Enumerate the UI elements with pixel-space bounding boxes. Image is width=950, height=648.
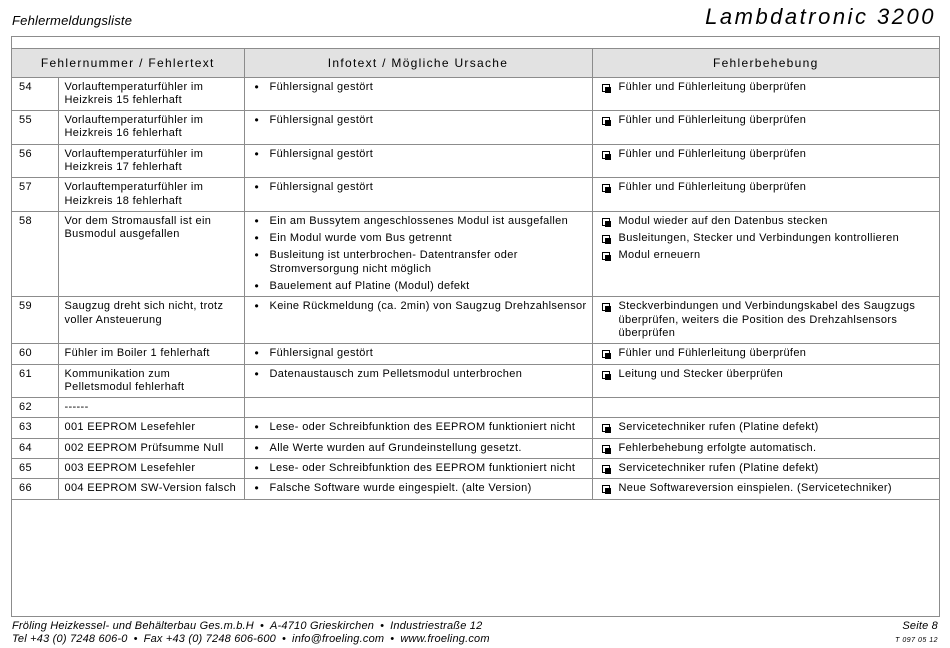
info-cell [244, 418, 592, 438]
remedy-list [599, 421, 936, 434]
error-text: 003 EEPROM Lesefehler [58, 459, 244, 479]
error-number: 64 [12, 438, 58, 458]
error-number: 60 [12, 344, 58, 364]
info-cell [244, 364, 592, 398]
page-header [12, 0, 938, 30]
fix-cell [592, 111, 939, 145]
table-row [12, 111, 939, 145]
fix-cell [592, 297, 939, 344]
footer-item: Tel +43 (0) 7248 606-0 [12, 633, 128, 645]
remedy-item: Leitung und Stecker überprüfen [599, 368, 936, 381]
error-table [12, 49, 939, 500]
footer-item: Fax +43 (0) 7248 606-600 [143, 633, 276, 645]
cause-list [251, 215, 588, 293]
table-row [12, 398, 939, 418]
cause-item: • Keine Rückmeldung (ca. 2min) von Saugzug Drehzahlsensor [251, 300, 588, 313]
cause-item: • Fühlersignal gestört [251, 81, 588, 94]
error-text: Fühler im Boiler 1 fehlerhaft [58, 344, 244, 364]
error-text: 004 EEPROM SW-Version falsch [58, 479, 244, 499]
bullet-separator: • [390, 633, 395, 645]
remedy-item: Modul erneuern [599, 249, 936, 262]
cause-item: • Busleitung ist unterbrochen- Datentransfer oder Stromversorgung nicht möglich [251, 249, 588, 276]
info-cell [244, 344, 592, 364]
fix-cell [592, 438, 939, 458]
cause-list [251, 442, 588, 455]
remedy-item: Servicetechniker rufen (Platine defekt) [599, 421, 936, 434]
cause-item: • Datenaustausch zum Pelletsmodul unterbrochen [251, 368, 588, 381]
remedy-item: Fühler und Fühlerleitung überprüfen [599, 347, 936, 360]
error-text: Vorlauftemperaturfühler im Heizkreis 17 fehlerhaft [58, 144, 244, 178]
cause-item: • Falsche Software wurde eingespielt. (alte Version) [251, 482, 588, 495]
remedy-item: Fühler und Fühlerleitung überprüfen [599, 181, 936, 194]
remedy-item: Servicetechniker rufen (Platine defekt) [599, 462, 936, 475]
cause-list [251, 368, 588, 381]
cause-item: • Lese- oder Schreibfunktion des EEPROM funktioniert nicht [251, 421, 588, 434]
cause-item: • Fühlersignal gestört [251, 181, 588, 194]
cause-item: • Fühlersignal gestört [251, 347, 588, 360]
table-header-row [12, 49, 939, 77]
error-number: 58 [12, 211, 58, 296]
cause-item: • Lese- oder Schreibfunktion des EEPROM funktioniert nicht [251, 462, 588, 475]
table-row [12, 178, 939, 212]
info-cell [244, 144, 592, 178]
remedy-item: Fehlerbehebung erfolgte automatisch. [599, 442, 936, 455]
fix-cell [592, 178, 939, 212]
cause-item: • Fühlersignal gestört [251, 114, 588, 127]
bullet-separator: • [281, 633, 287, 645]
table-row [12, 459, 939, 479]
page-footer [12, 620, 938, 646]
fix-cell [592, 459, 939, 479]
footer-item: Industriestraße 12 [390, 620, 483, 632]
error-number: 56 [12, 144, 58, 178]
info-cell [244, 111, 592, 145]
table-row [12, 211, 939, 296]
page-number: Seite 8 [902, 620, 938, 632]
fix-cell [592, 77, 939, 111]
error-number: 66 [12, 479, 58, 499]
cause-list [251, 347, 588, 360]
error-text: 002 EEPROM Prüfsumme Null [58, 438, 244, 458]
error-number: 62 [12, 398, 58, 418]
fix-cell [592, 479, 939, 499]
cause-item: • Ein Modul wurde vom Bus getrennt [251, 232, 588, 245]
info-cell [244, 398, 592, 418]
remedy-list [599, 462, 936, 475]
error-number: 63 [12, 418, 58, 438]
error-text: Vorlauftemperaturfühler im Heizkreis 18 fehlerhaft [58, 178, 244, 212]
footer-item: Fröling Heizkessel- und Behälterbau Ges.m.b.H [12, 620, 254, 632]
product-title: Lambdatronic 3200 [705, 4, 936, 29]
footer-address-line [12, 620, 938, 633]
section-title: Fehlermeldungsliste [12, 13, 133, 28]
fix-cell [592, 398, 939, 418]
table-row [12, 297, 939, 344]
column-header-fix: Fehlerbehebung [592, 49, 939, 77]
fix-cell [592, 211, 939, 296]
cause-item: • Bauelement auf Platine (Modul) defekt [251, 280, 588, 293]
cause-list [251, 300, 588, 313]
remedy-item: Fühler und Fühlerleitung überprüfen [599, 148, 936, 161]
cause-list [251, 81, 588, 94]
cause-list [251, 148, 588, 161]
error-number: 55 [12, 111, 58, 145]
info-cell [244, 438, 592, 458]
error-number: 65 [12, 459, 58, 479]
error-text: Vor dem Stromausfall ist ein Busmodul ausgefallen [58, 211, 244, 296]
error-number: 54 [12, 77, 58, 111]
info-cell [244, 459, 592, 479]
footer-contact-line [12, 633, 938, 646]
remedy-list [599, 114, 936, 127]
cause-item: • Alle Werte wurden auf Grundeinstellung gesetzt. [251, 442, 588, 455]
table-row [12, 364, 939, 398]
cause-list [251, 421, 588, 434]
info-cell [244, 479, 592, 499]
cause-list [251, 482, 588, 495]
column-header-info: Infotext / Mögliche Ursache [244, 49, 592, 77]
remedy-list [599, 215, 936, 263]
cause-item: • Ein am Bussytem angeschlossenes Modul ist ausgefallen [251, 215, 588, 228]
bullet-separator: • [259, 620, 265, 632]
cause-list [251, 114, 588, 127]
error-text: Saugzug dreht sich nicht, trotz voller Ansteuerung [58, 297, 244, 344]
frame-top-band [12, 37, 939, 49]
fix-cell [592, 418, 939, 438]
table-row [12, 144, 939, 178]
fix-cell [592, 344, 939, 364]
remedy-list [599, 482, 936, 495]
table-row [12, 418, 939, 438]
document-code: T 097 05 12 [895, 637, 938, 644]
table-row [12, 344, 939, 364]
remedy-list [599, 81, 936, 94]
column-header-error: Fehlernummer / Fehlertext [12, 49, 244, 77]
remedy-item: Neue Softwareversion einspielen. (Servicetechniker) [599, 482, 936, 495]
error-number: 57 [12, 178, 58, 212]
error-number: 61 [12, 364, 58, 398]
table-body [12, 77, 939, 499]
footer-item: www.froeling.com [400, 633, 490, 645]
bullet-separator: • [133, 633, 138, 645]
remedy-list [599, 368, 936, 381]
footer-item: info@froeling.com [292, 633, 385, 645]
footer-item: A-4710 Grieskirchen [270, 620, 375, 632]
remedy-item: Modul wieder auf den Datenbus stecken [599, 215, 936, 228]
content-frame [11, 36, 940, 617]
cause-list [251, 462, 588, 475]
table-row [12, 77, 939, 111]
error-number: 59 [12, 297, 58, 344]
remedy-list [599, 148, 936, 161]
error-text: 001 EEPROM Lesefehler [58, 418, 244, 438]
bullet-separator: • [380, 620, 385, 632]
remedy-list [599, 181, 936, 194]
fix-cell [592, 364, 939, 398]
fix-cell [592, 144, 939, 178]
table-row [12, 438, 939, 458]
cause-list [251, 181, 588, 194]
remedy-item: Busleitungen, Stecker und Verbindungen kontrollieren [599, 232, 936, 245]
remedy-list [599, 347, 936, 360]
remedy-list [599, 442, 936, 455]
remedy-item: Steckverbindungen und Verbindungskabel des Saugzugs überprüfen, weiters die Position des Drehzahlsensors überprüfen [599, 300, 936, 340]
error-text: ------ [58, 398, 244, 418]
cause-item: • Fühlersignal gestört [251, 148, 588, 161]
info-cell [244, 211, 592, 296]
info-cell [244, 178, 592, 212]
info-cell [244, 297, 592, 344]
remedy-item: Fühler und Fühlerleitung überprüfen [599, 114, 936, 127]
remedy-item: Fühler und Fühlerleitung überprüfen [599, 81, 936, 94]
info-cell [244, 77, 592, 111]
remedy-list [599, 300, 936, 340]
error-text: Vorlauftemperaturfühler im Heizkreis 15 fehlerhaft [58, 77, 244, 111]
error-text: Kommunikation zum Pelletsmodul fehlerhaft [58, 364, 244, 398]
error-text: Vorlauftemperaturfühler im Heizkreis 16 fehlerhaft [58, 111, 244, 145]
table-row [12, 479, 939, 499]
